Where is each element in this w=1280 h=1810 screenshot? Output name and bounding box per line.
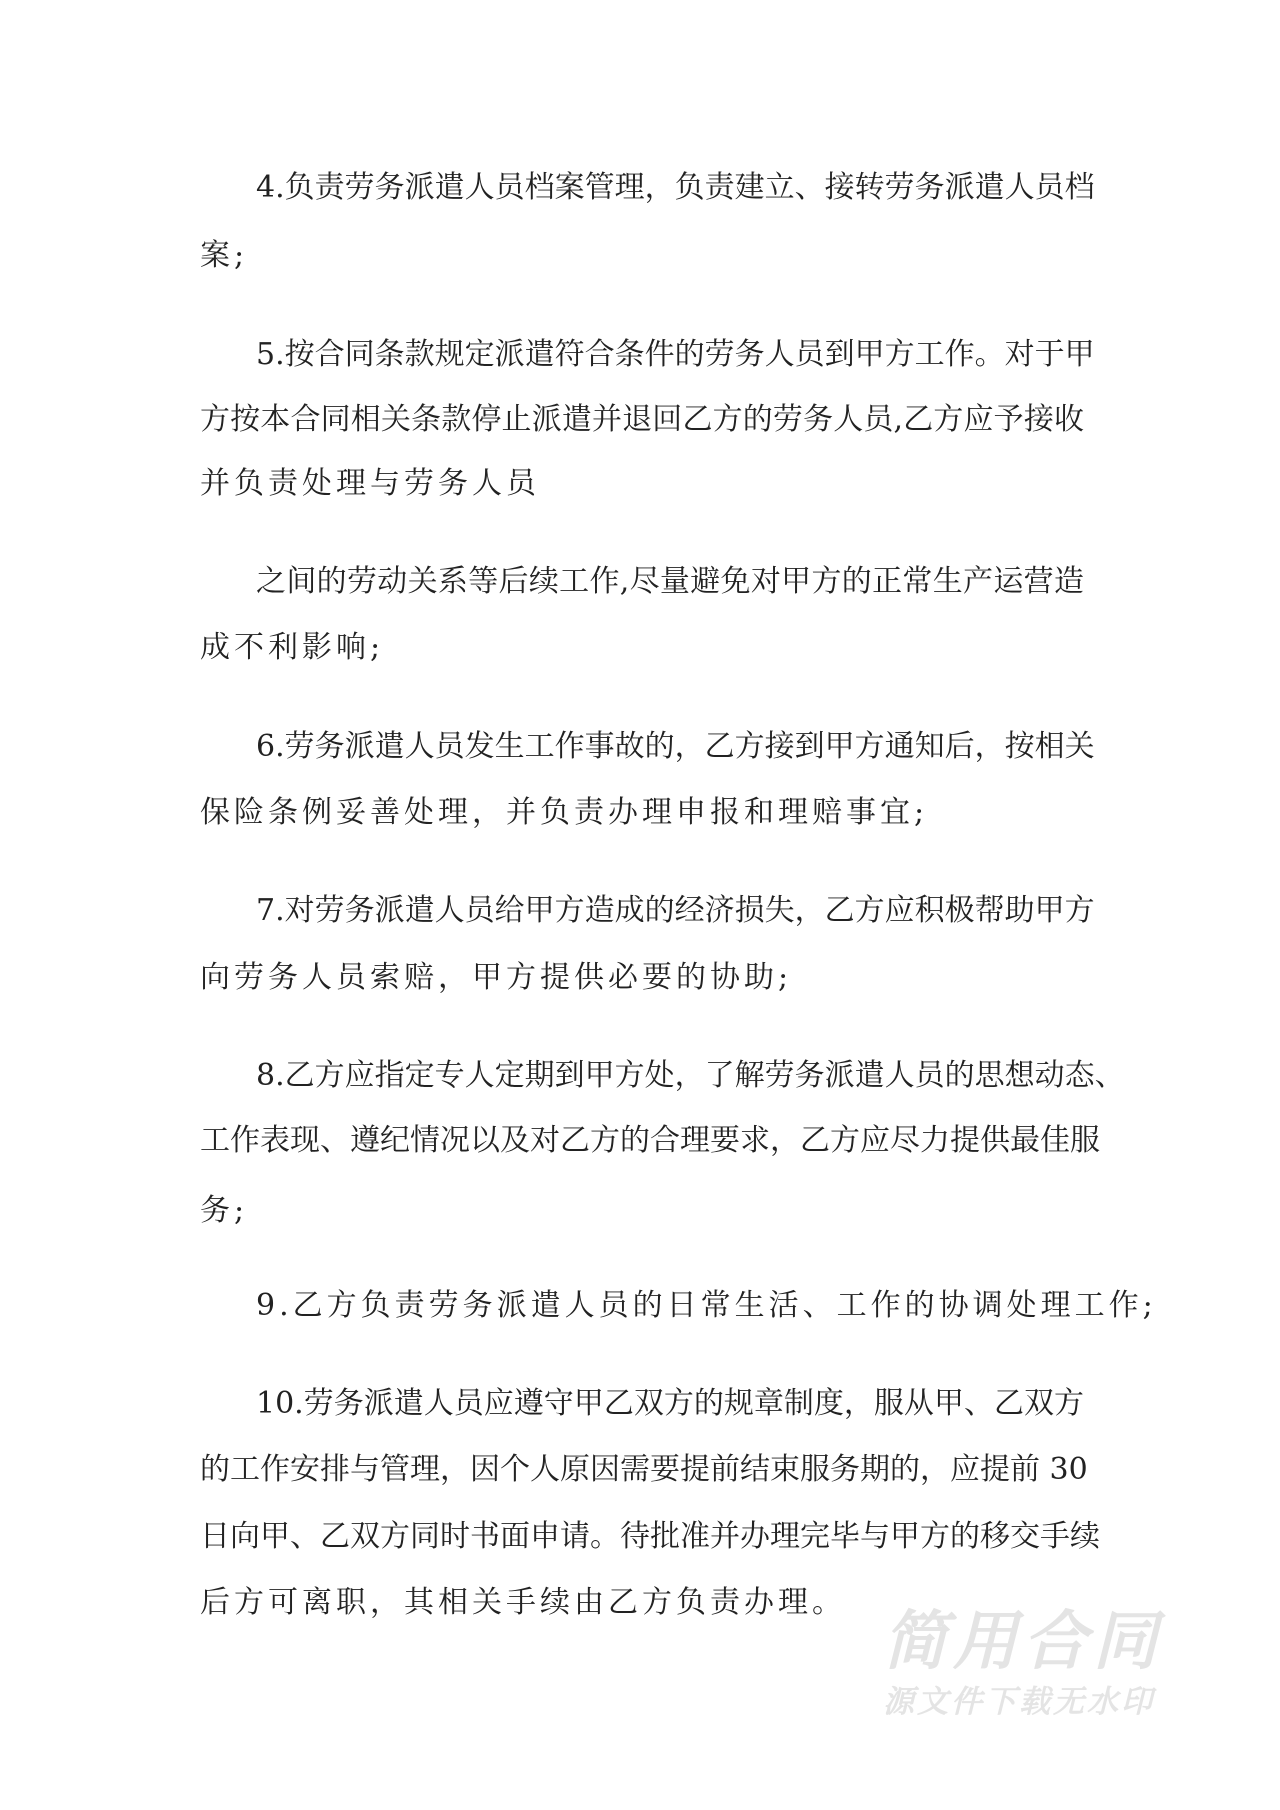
paragraph-line: 方按本合同相关条款停止派遣并退回乙方的劳务人员,乙方应予接收 — [200, 402, 1084, 437]
paragraph-line: 8.乙方应指定专人定期到甲方处，了解劳务派遣人员的思想动态、 — [256, 1058, 1125, 1093]
paragraph-line: 成不利影响; — [200, 630, 385, 665]
paragraph-line: 的工作安排与管理，因个人原因需要提前结束服务期的，应提前 30 — [200, 1452, 1088, 1487]
watermark-subtitle: 源文件下载无水印 — [883, 1684, 1155, 1720]
paragraph-line: 务; — [200, 1193, 249, 1228]
paragraph-line: 5.按合同条款规定派遣符合条件的劳务人员到甲方工作。对于甲 — [256, 337, 1095, 372]
paragraph-line: 之间的劳动关系等后续工作,尽量避免对甲方的正常生产运营造 — [256, 564, 1084, 599]
paragraph-line: 7.对劳务派遣人员给甲方造成的经济损失，乙方应积极帮助甲方 — [256, 893, 1095, 928]
watermark-title: 简用合同 — [883, 1605, 1163, 1679]
paragraph-line: 案; — [200, 238, 249, 273]
paragraph-line: 工作表现、遵纪情况以及对乙方的合理要求，乙方应尽力提供最佳服 — [200, 1123, 1100, 1158]
paragraph-line: 并负责处理与劳务人员 — [200, 466, 540, 501]
paragraph-line: 保险条例妥善处理，并负责办理申报和理赔事宜; — [200, 795, 929, 830]
paragraph-line: 后方可离职，其相关手续由乙方负责办理。 — [200, 1585, 846, 1620]
paragraph-line: 10.劳务派遣人员应遵守甲乙双方的规章制度，服从甲、乙双方 — [256, 1386, 1084, 1421]
paragraph-line: 6.劳务派遣人员发生工作事故的，乙方接到甲方通知后，按相关 — [256, 729, 1095, 764]
paragraph-line: 向劳务人员索赔，甲方提供必要的协助; — [200, 960, 793, 995]
paragraph-line: 日向甲、乙双方同时书面申请。待批准并办理完毕与甲方的移交手续 — [200, 1519, 1100, 1554]
paragraph-line: 9.乙方负责劳务派遣人员的日常生活、工作的协调处理工作; — [256, 1288, 1157, 1323]
paragraph-line: 4.负责劳务派遣人员档案管理，负责建立、接转劳务派遣人员档 — [256, 170, 1095, 205]
